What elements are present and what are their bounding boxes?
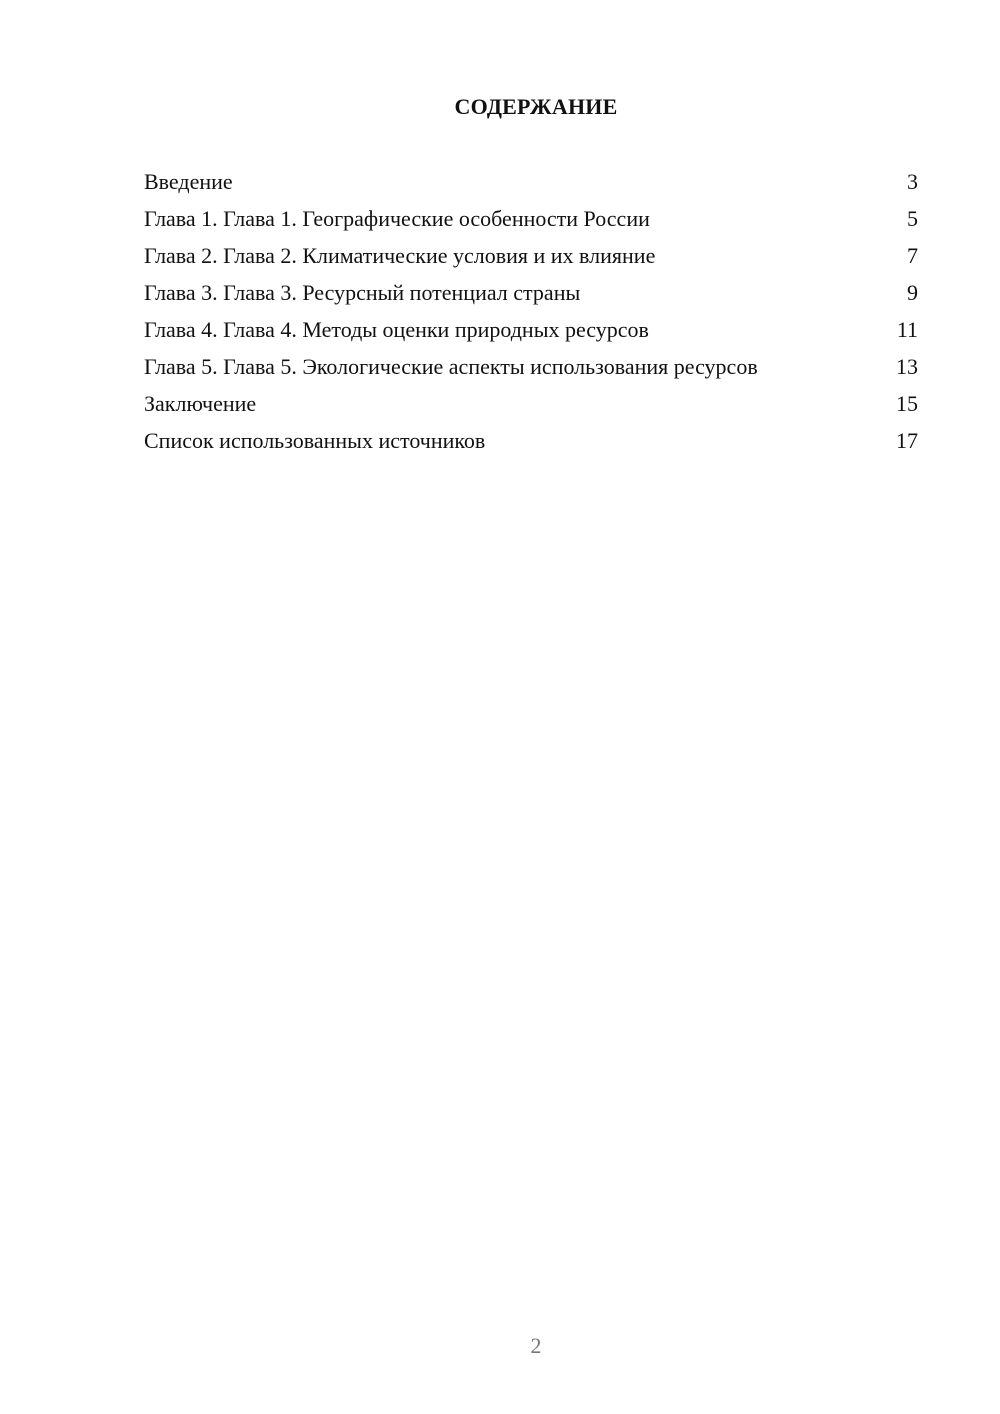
toc-entry-page: 11 (896, 317, 918, 342)
toc-entry-page: 13 (896, 354, 918, 379)
toc-entry-label: Глава 1. Глава 1. Географические особенности России (144, 206, 650, 231)
toc-entry-page: 15 (896, 391, 918, 416)
toc-entry (144, 390, 918, 417)
toc-entry-label: Глава 2. Глава 2. Климатические условия и их влияние (144, 243, 656, 268)
table-of-contents (144, 168, 918, 464)
toc-entry-page: 5 (907, 206, 918, 231)
toc-entry (144, 316, 918, 343)
toc-entry (144, 168, 918, 195)
toc-entry (144, 427, 918, 454)
toc-entry-page: 17 (896, 428, 918, 453)
toc-entry (144, 279, 918, 306)
toc-entry-label: Глава 4. Глава 4. Методы оценки природных ресурсов (144, 317, 649, 342)
page-title: СОДЕРЖАНИЕ (454, 94, 618, 119)
page-number: 2 (530, 1333, 542, 1358)
toc-entry-page: 7 (907, 243, 918, 268)
toc-entry-page: 3 (907, 169, 918, 194)
toc-entry (144, 353, 918, 380)
toc-entry (144, 205, 918, 232)
toc-entry-page: 9 (907, 280, 918, 305)
toc-entry (144, 242, 918, 269)
toc-entry-label: Заключение (144, 391, 257, 416)
toc-entry-label: Глава 5. Глава 5. Экологические аспекты использования ресурсов (144, 354, 758, 379)
toc-entry-label: Введение (144, 169, 233, 194)
toc-entry-label: Глава 3. Глава 3. Ресурсный потенциал страны (144, 280, 581, 305)
toc-entry-label: Список использованных источников (144, 428, 486, 453)
